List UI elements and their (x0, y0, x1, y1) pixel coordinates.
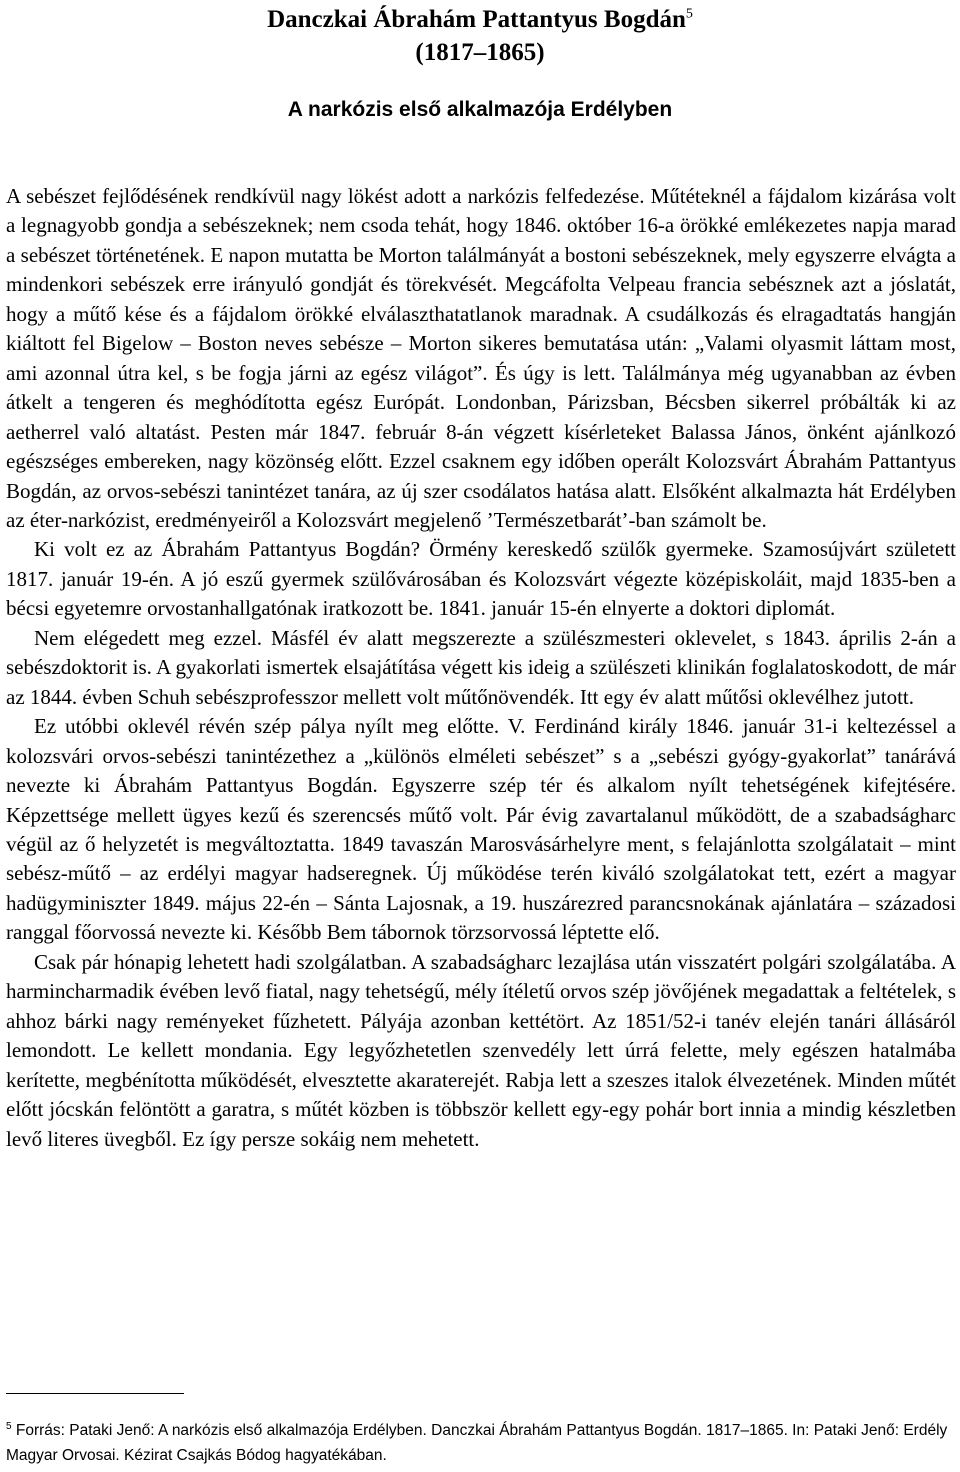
title-text: Danczkai Ábrahám Pattantyus Bogdán (267, 6, 686, 33)
paragraph: Ki volt ez az Ábrahám Pattantyus Bogdán? Örmény kereskedő szülők gyermeke. Szamosújvárt született 1817. január 19-én. A jó eszű gyermek szülővárosában és Kolozsvárt végezte középiskoláit, majd 1835-ben a bécsi egyetemre orvostanhallgatónak iratkozott be. 1841. január 15-én elnyerte a doktori diplomát. (6, 537, 956, 621)
page-title-years: (1817–1865) (415, 39, 545, 66)
footnote-text: Forrás: Pataki Jenő: A narkózis első alkalmazója Erdélyben. Danczkai Ábrahám Pattantyus Bogdán. 1817–1865. In: Pataki Jenő: Erdély Magyar Orvosai. Kézirat Csajkás Bódog hagyatékában. (6, 1422, 948, 1464)
page-subtitle: A narkózis első alkalmazója Erdélyben (287, 98, 673, 121)
title-footnote-ref[interactable]: 5 (685, 6, 693, 22)
page-title (0, 4, 960, 35)
footnote-separator (6, 1393, 184, 1394)
paragraph: A sebészet fejlődésének rendkívül nagy lökést adott a narkózis felfedezése. Műtéteknél a fájdalom kizárása volt a legnagyobb gondja a sebészeknek; nem csoda tehát, hogy 1846. október 16-a örökké emlékezetes napja marad a sebészet történetének. E napon mutatta be Morton találmányát a bostoni sebészeknek, mely egyszerre elvágta a mindenkori sebészek erre irányuló gondját és törekvését. Megcáfolta Velpeau francia sebésznek azt a jóslatát, hogy a műtő kése és a fájdalom örökké elválaszthatatlanok maradnak. A csudálkozás és elragadtatás hangján kiáltott fel Bigelow – Boston neves sebésze – Morton sikeres bemutatása után: „Valami olyasmit láttam most, ami azonnal útra kel, s be fogja járni az egész világot”. És úgy is lett. Találmánya még ugyanabban az évben átkelt a tengeren és meghódította egész Európát. Londonban, Párizsban, Bécsben sikerrel próbálták ki az aetherrel való altatást. Pesten már 1847. február 8-án végzett kísérleteket Balassa János, önként ajánlkozó egészséges embereken, nagy közönség előtt. Ezzel csaknem egy időben operált Kolozsvárt Ábrahám Pattantyus Bogdán, az orvos-sebészi tanintézet tanára, az új szer csodálatos hatása alatt. Elsőként alkalmazta hát Erdélyben az éter-narkózist, eredményeiről a Kolozsvárt megjelenő ’Természetbarát’-ban számolt be. (6, 184, 956, 532)
footnote (6, 1418, 956, 1468)
footnote-number: 5 (6, 1420, 12, 1432)
paragraph: Ez utóbbi oklevél révén szép pálya nyílt meg előtte. V. Ferdinánd király 1846. január 31-i keltezéssel a kolozsvári orvos-sebészi tanintézethez a „különös elméleti sebészet” s a „sebészi gyógy-gyakorlat” tanárává nevezte ki Ábrahám Pattantyus Bogdán. Egyszerre szép tér és alkalom nyílt tehetségének kifejtésére. Képzettsége mellett ügyes kezű és szerencsés műtő volt. Pár évig zavartalanul működött, de a szabadságharc végül az ő helyzetét is megváltoztatta. 1849 tavaszán Marosvásárhelyre ment, s felajánlotta szolgálatait – mint sebész-műtő – az erdélyi magyar hadseregnek. Új működése terén kiváló szolgálatokat tett, ezért a magyar hadügyminiszter 1849. május 22-én – Sánta Lajosnak, a 19. huszárezred parancsnokának ajánlatára – századosi ranggal főorvossá nevezte ki. Később Bem tábornok törzsorvossá léptette elő. (6, 714, 956, 945)
paragraph: Nem elégedett meg ezzel. Másfél év alatt megszerezte a szülészmesteri oklevelet, s 1843. április 2-án a sebészdoktorit is. A gyakorlati ismertek elsajátítása végett kis ideig a szülészeti klinikán foglalatoskodott, de már az 1844. évben Schuh sebészprofesszor mellett volt műtőnövendék. Itt egy év alatt műtősi oklevélhez jutott. (6, 625, 956, 709)
paragraph: Csak pár hónapig lehetett hadi szolgálatban. A szabadságharc lezajlása után visszatért polgári szolgálatába. A harmincharmadik évében levő fiatal, nagy tehetségű, mély ítéletű orvos szép jövőjének megadattak a feltételek, s ahhoz bárki nagy reményeket fűzhetett. Pályája azonban kettétört. Az 1851/52-i tanév elején tanári állásáról lemondott. Le kellett mondania. Egy legyőzhetetlen szenvedély lett úrrá felette, mely egészen hatalmába kerítette, megbénította működését, elvesztette akaraterejét. Rabja lett a szeszes italok élvezetének. Minden műtét előtt jócskán felöntött a garatra, s műtét közben is többször kellett egy-egy pohár bort innia a mindig készletben levő literes üvegből. Ez így persze sokáig nem mehetett. (6, 949, 956, 1151)
article-body (6, 182, 956, 1154)
